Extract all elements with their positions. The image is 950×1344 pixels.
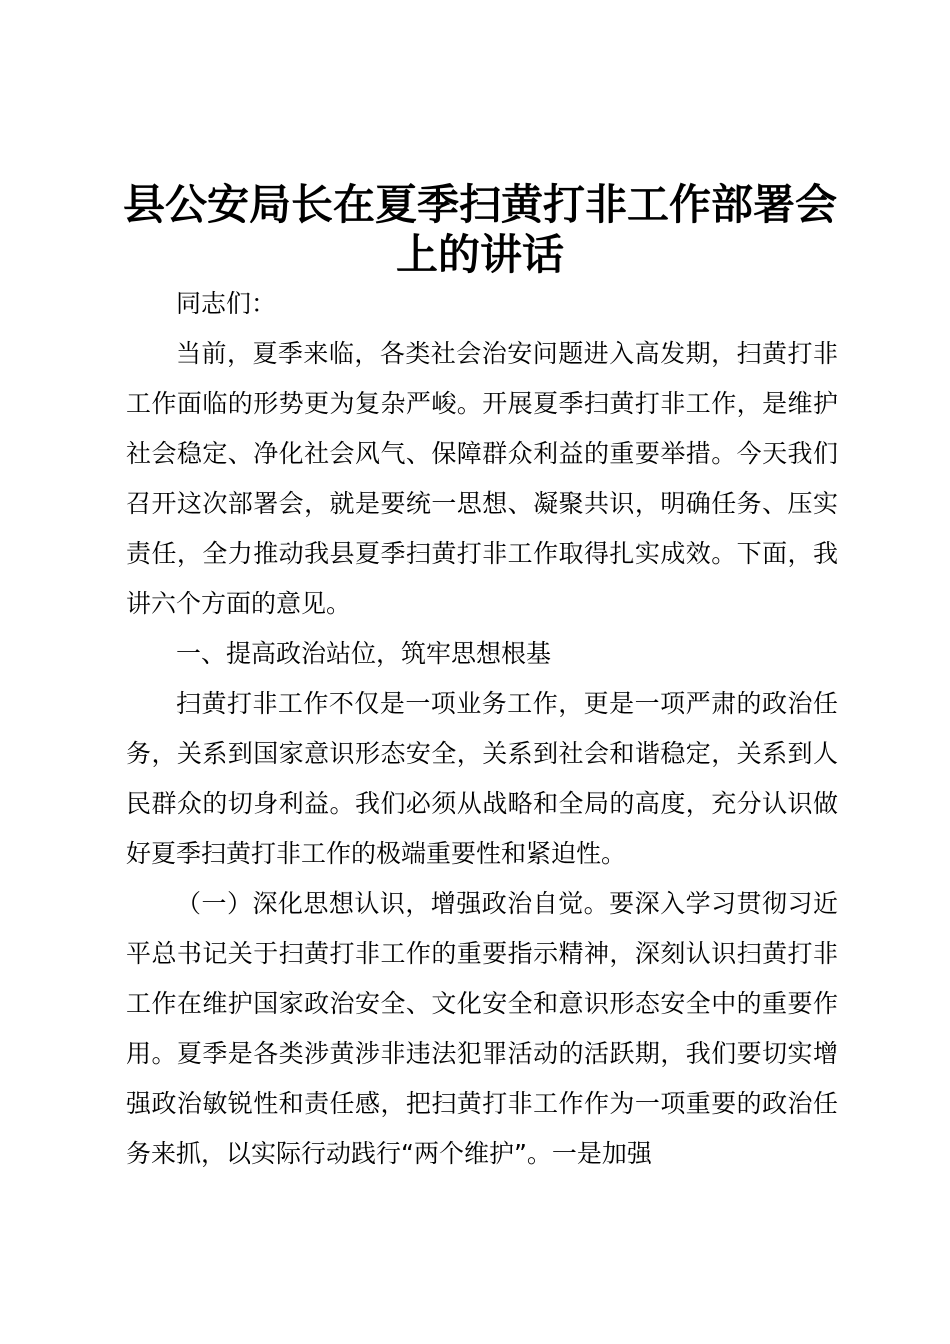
body-paragraph: （一）深化思想认识，增强政治自觉。要深入学习贯彻习近平总书记关于扫黄打非工作的重要指示精神，深刻认识扫黄打非工作在维护国家政治安全、文化安全和意识形态安全中的重要作用。夏季是各类涉黄涉非违法犯罪活动的活跃期，我们要切实增强政治敏锐性和责任感，把扫黄打非工作作为一项重要的政治任务来抓，以实际行动践行“两个维护”。一是加强 [126, 889, 838, 1168]
document-body [126, 279, 838, 1179]
section-heading: 一、提高政治站位，筑牢思想根基 [176, 639, 552, 668]
salutation-paragraph: 同志们： [176, 289, 277, 318]
body-paragraph: 当前，夏季来临，各类社会治安问题进入高发期，扫黄打非工作面临的形势更为复杂严峻。开展夏季扫黄打非工作，是维护社会稳定、净化社会风气、保障群众利益的重要举措。今天我们召开这次部署会，就是要统一思想、凝聚共识，明确任务、压实责任，全力推动我县夏季扫黄打非工作取得扎实成效。下面，我讲六个方面的意见。 [126, 339, 838, 618]
body-paragraph: 扫黄打非工作不仅是一项业务工作，更是一项严肃的政治任务，关系到国家意识形态安全，关系到社会和谐稳定，关系到人民群众的切身利益。我们必须从战略和全局的高度，充分认识做好夏季扫黄打非工作的极端重要性和紧迫性。 [126, 689, 838, 868]
document-title: 县公安局长在夏季扫黄打非工作部署会上的讲话 [122, 180, 837, 279]
